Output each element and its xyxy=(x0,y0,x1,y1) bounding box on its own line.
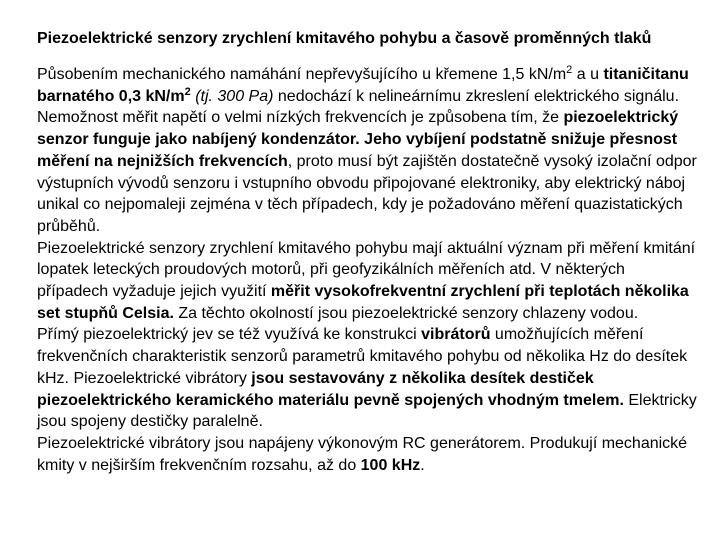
p1-italic-1: (tj. 300 Pa) xyxy=(195,87,274,105)
paragraph-low-frequency xyxy=(37,107,697,237)
paragraph-vibrators xyxy=(37,324,697,433)
p5-bold-1: 100 kHz xyxy=(360,456,421,474)
p5-text-2: . xyxy=(420,456,425,474)
paragraph-nonlinearity xyxy=(37,64,697,107)
body-text xyxy=(37,64,697,476)
p1-bold-1: titaničitanu barnatého 0,3 kN/m xyxy=(37,66,689,105)
p1-superscript-2: 2 xyxy=(184,85,191,98)
p3-text-2: Za těchto okolností jsou piezoelektrické senzory chlazeny vodou. xyxy=(173,304,639,322)
p1-text-1: Působením mechanického namáhání nepřevyšujícího u křemene 1,5 kN/m xyxy=(37,66,567,83)
paragraph-generator xyxy=(37,433,697,476)
p2-text-2: , proto musí být zajištěn dostatečně vysoký izolační odpor výstupních vývodů senzoru i vstupního obvodu připojované elektroniky, aby elektrický náboj unikal co nejpomaleji zejména v těch případech, kdy je požadováno měření quazistatických průběhů. xyxy=(37,152,697,235)
p2-text-1: Nemožnost měřit napětí o velmi nízkých frekvencích je způsobena tím, že xyxy=(37,109,564,127)
p1-text-4: nedochází k nelineárnímu zkreslení elektrického signálu. xyxy=(273,87,680,105)
p4-text-2: umožňujících měření frekvenčních charakteristik senzorů parametrů kmitavého pohybu od několika Hz do desítek kHz. Piezoelektrické vibrátory xyxy=(37,326,688,387)
p4-bold-1: vibrátorů xyxy=(421,326,491,344)
p4-text-3: Elektricky jsou spojeny destičky paralelně. xyxy=(37,391,697,431)
p2-bold-1: piezoelektrický senzor funguje jako nabíjený kondenzátor. Jeho vybíjení podstatně snižuje přesnost měření na nejnižších frekvencích xyxy=(37,109,679,170)
paragraph-applications xyxy=(37,238,697,325)
p3-bold-1: měřit vysokofrekventní zrychlení při teplotách několika set stupňů Celsia. xyxy=(37,283,689,322)
p3-text-1: Piezoelektrické senzory zrychlení kmitavého pohybu mají aktuální význam při měření kmitání lopatek leteckých proudových motorů, při geofyzikálních měřeních atd. V některých případech vyžaduje jejich využití xyxy=(37,239,696,301)
p5-text-1: Piezoelektrické vibrátory jsou napájeny výkonovým RC generátorem. Produkují mechanické kmity v nejširším frekvenčním rozsahu, až do xyxy=(37,434,688,474)
slide-content xyxy=(37,28,697,476)
page-title: Piezoelektrické senzory zrychlení kmitavého pohybu a časově proměnných tlaků xyxy=(37,30,652,47)
p4-text-1: Přímý piezoelektrický jev se též využívá ke konstrukci xyxy=(37,326,422,344)
p1-superscript-1: 2 xyxy=(566,64,573,76)
p1-text-2: a u xyxy=(572,66,604,83)
p4-bold-2: jsou sestavovány z několika desítek destiček piezoelektrického keramického materiálu pevně spojených vhodným tmelem. xyxy=(37,369,624,409)
